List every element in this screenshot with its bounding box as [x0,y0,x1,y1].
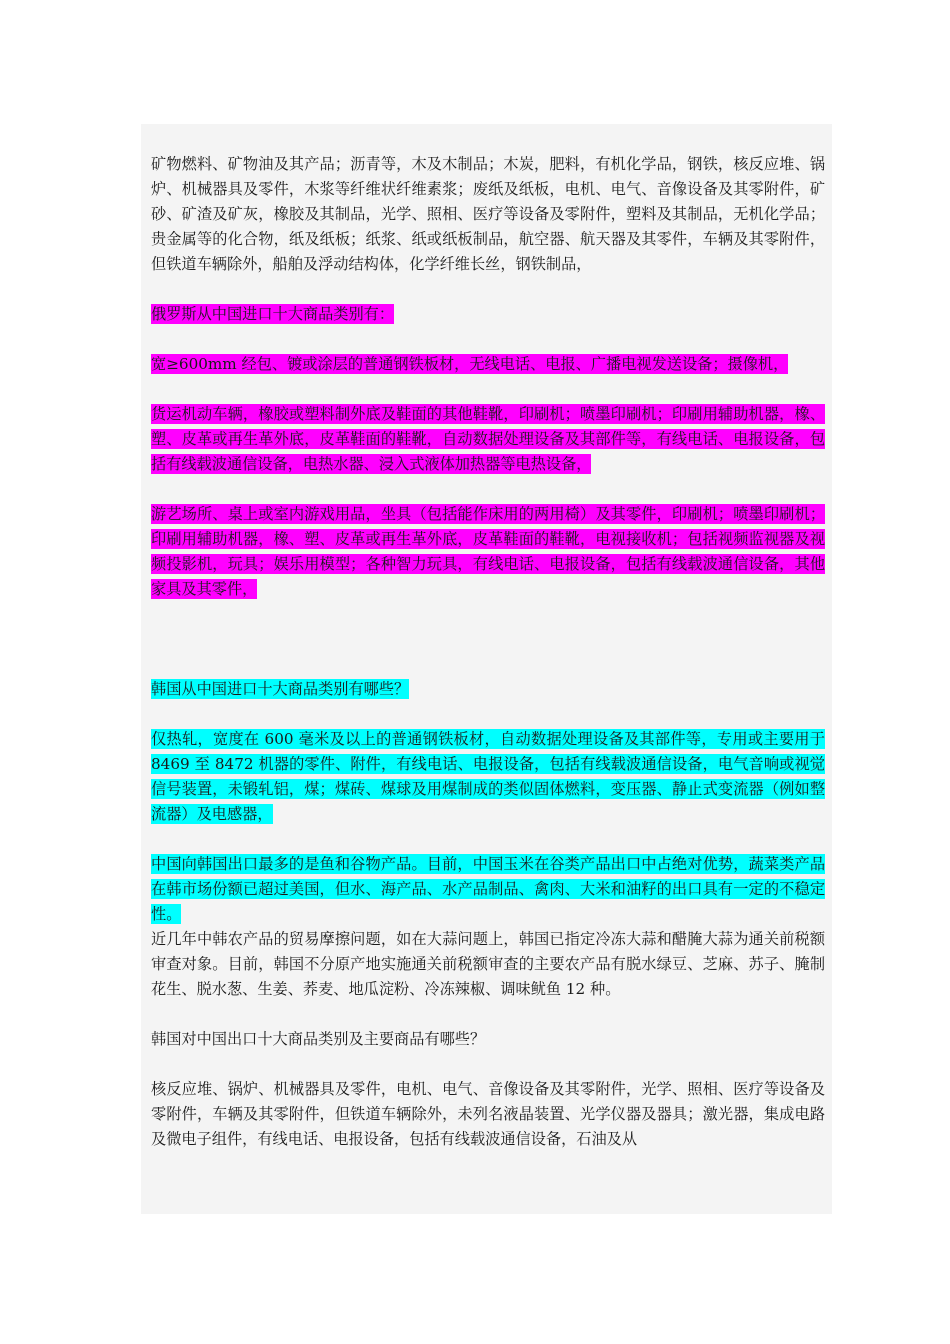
paragraph-russia-imports-2 [151,402,825,477]
highlighted-text: 中国向韩国出口最多的是鱼和谷物产品。目前，中国玉米在谷类产品出口中占绝对优势，蔬菜类产品在韩市场份额已超过美国，但水、海产品、水产品制品、禽肉、大米和油籽的出口具有一定的不稳定性。 [151,855,825,923]
heading-russia-imports [151,302,825,327]
document-body [151,152,825,1152]
paragraph-export-categories: 矿物燃料、矿物油及其产品；沥青等，木及木制品；木炭，肥料，有机化学品，钢铁，核反应堆、锅炉、机械器具及零件，木浆等纤维状纤维素浆；废纸及纸板，电机、电气、音像设备及其零附件，矿砂、矿渣及矿灰，橡胶及其制品，光学、照相、医疗等设备及零附件，塑料及其制品，无机化学品；贵金属等的化合物，纸及纸板；纸浆、纸或纸板制品，航空器、航天器及其零件，车辆及其零附件，但铁道车辆除外，船舶及浮动结构体，化学纤维长丝，钢铁制品， [151,155,825,273]
paragraph-korea-exports: 核反应堆、锅炉、机械器具及零件，电机、电气、音像设备及其零附件，光学、照相、医疗等设备及零附件，车辆及其零附件，但铁道车辆除外，未列名液晶装置、光学仪器及器具；激光器，集成电路及微电子组件，有线电话、电报设备，包括有线载波通信设备，石油及从 [151,1080,825,1148]
paragraph-trade-friction: 近几年中韩农产品的贸易摩擦问题，如在大蒜问题上，韩国已指定冷冻大蒜和醋腌大蒜为通关前税额审查对象。目前，韩国不分原产地实施通关前税额审查的主要农产品有脱水绿豆、芝麻、苏子、腌制花生、脱水葱、生姜、荞麦、地瓜淀粉、冷冻辣椒、调味鱿鱼 12 种。 [151,930,825,998]
highlighted-text: 货运机动车辆，橡胶或塑料制外底及鞋面的其他鞋靴，印刷机；喷墨印刷机；印刷用辅助机器，橡、塑、皮革或再生革外底，皮革鞋面的鞋靴，自动数据处理设备及其部件等，有线电话、电报设备，包括有线载波通信设备，电热水器、浸入式液体加热器等电热设备， [151,405,825,473]
heading-korea-imports [151,677,825,702]
highlighted-text: 宽≥600mm 经包、镀或涂层的普通钢铁板材，无线电话、电报、广播电视发送设备；摄像机， [151,355,789,373]
highlighted-text: 俄罗斯从中国进口十大商品类别有： [151,305,394,323]
paragraph-china-exports-korea [151,852,825,927]
paragraph-korea-imports [151,727,825,827]
highlighted-text: 游艺场所、桌上或室内游戏用品，坐具（包括能作床用的两用椅）及其零件，印刷机；喷墨印刷机；印刷用辅助机器，橡、塑、皮革或再生革外底，皮革鞋面的鞋靴，电视接收机；包括视频监视器及视频投影机，玩具；娱乐用模型；各种智力玩具，有线电话、电报设备，包括有线载波通信设备，其他家具及其零件， [151,505,825,598]
document-page [141,124,832,1214]
paragraph-russia-imports-1 [151,352,825,377]
highlighted-text: 韩国从中国进口十大商品类别有哪些？ [151,680,410,698]
paragraph-russia-imports-3 [151,502,825,602]
heading-korea-exports: 韩国对中国出口十大商品类别及主要商品有哪些？ [151,1030,486,1048]
highlighted-text: 仅热轧，宽度在 600 毫米及以上的普通钢铁板材，自动数据处理设备及其部件等，专用或主要用于 8469 至 8472 机器的零件、附件，有线电话、电报设备，包括有线载波通信设备，电气音响或视觉信号装置，未锻轧铝，煤；煤砖、煤球及用煤制成的类似固体燃料，变压器、静止式变流器（例如整流器）及电感器， [151,730,825,823]
